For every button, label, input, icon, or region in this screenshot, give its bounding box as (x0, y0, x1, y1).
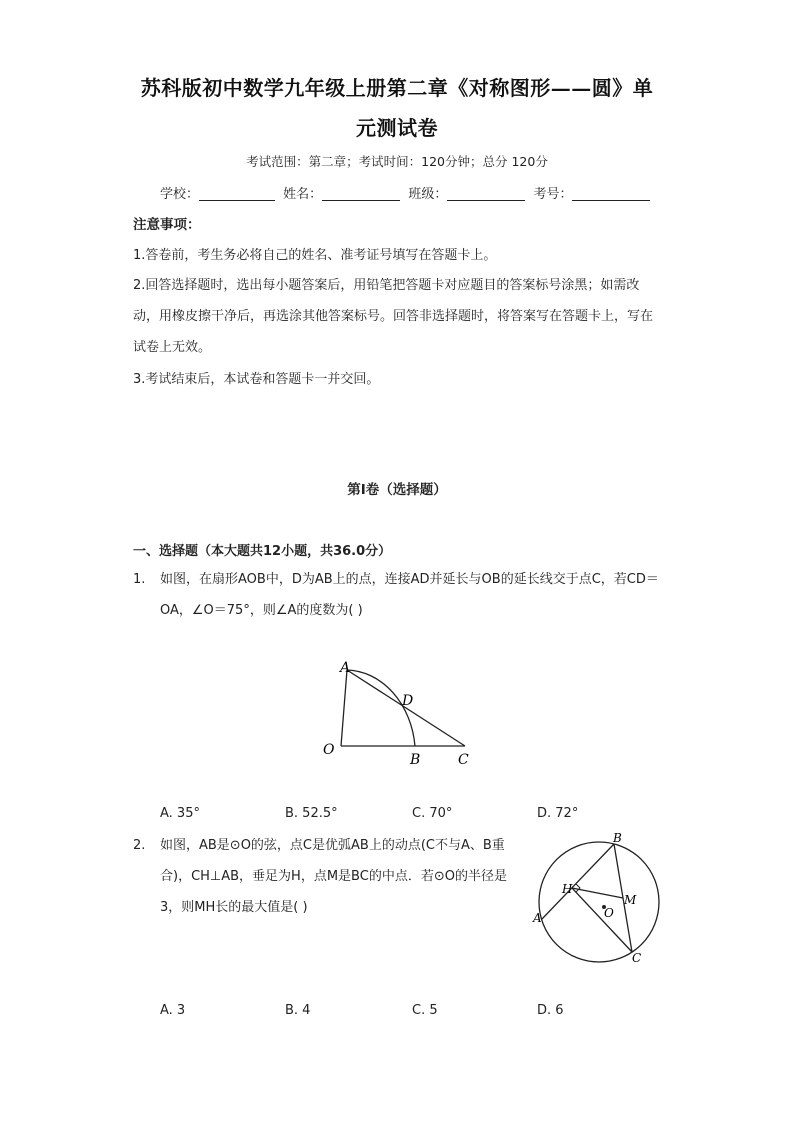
label-o2: O (604, 906, 614, 920)
choice-b[interactable]: B. 4 (285, 1003, 311, 1018)
choice-b[interactable]: B. 52.5° (285, 806, 338, 821)
name-blank[interactable] (322, 186, 400, 201)
choice-a[interactable]: A. 35° (160, 806, 200, 821)
exam-no-label: 考号： (533, 187, 573, 202)
label-c: C (458, 752, 469, 768)
notice-item-3: 3.考试结束后，本试卷和答题卡一并交回。 (133, 372, 380, 387)
school-label: 学校： (160, 187, 200, 202)
class-blank[interactable] (447, 186, 525, 201)
label-o: O (323, 742, 335, 758)
label-d: D (402, 693, 414, 709)
section-title: 第Ⅰ卷（选择题） (347, 482, 447, 498)
exam-title-line1: 苏科版初中数学九年级上册第二章《对称图形——圆》单 (140, 76, 654, 100)
part-title: 一、选择题（本大题共12小题，共36.0分） (133, 544, 392, 559)
notice-item-1: 1.答卷前，考生务必将自己的姓名、准考证号填写在答题卡上。 (133, 248, 497, 263)
label-c2: C (632, 951, 642, 965)
label-a2: A (533, 911, 542, 925)
label-a: A (340, 660, 351, 676)
question-1-text: 如图，在扇形AOB中，D为AB上的点，连接AD并延长与OB的延长线交于点C，若CD＝OA，∠O＝75°，则∠A的度数为( ) (160, 572, 659, 618)
question-2-figure (525, 830, 670, 970)
question-2-text: 如图，AB是⊙O的弦，点C是优弧AB上的动点(C不与A、B重合)，CH⊥AB，垂足为H，点M是BC的中点．若⊙O的半径是3，则MH长的最大值是( ) (160, 838, 507, 915)
segment-oa (341, 670, 347, 746)
exam-no-blank[interactable] (572, 186, 650, 201)
student-info-row (160, 183, 654, 202)
question-2-number: 2. (133, 838, 146, 853)
choice-d[interactable]: D. 72° (537, 806, 579, 821)
class-label: 班级： (408, 187, 448, 202)
school-blank[interactable] (199, 186, 275, 201)
right-angle-mark (576, 884, 580, 892)
label-b2: B (613, 831, 622, 845)
name-label: 姓名： (283, 187, 323, 202)
label-m: M (624, 893, 637, 907)
choice-d[interactable]: D. 6 (537, 1003, 564, 1018)
question-1-number: 1. (133, 572, 146, 587)
choice-c[interactable]: C. 70° (412, 806, 453, 821)
label-b: B (410, 752, 421, 768)
notice-heading: 注意事项： (133, 217, 201, 233)
exam-subtitle: 考试范围：第二章；考试时间：120分钟；总分 120分 (246, 154, 548, 169)
choice-c[interactable]: C. 5 (412, 1003, 438, 1018)
question-1-figure (310, 650, 490, 780)
notice-item-2: 2.回答选择题时，选出每小题答案后，用铅笔把答题卡对应题目的答案标号涂黑；如需改动，用橡皮擦干净后，再选涂其他答案标号。回答非选择题时，将答案写在答题卡上，写在试卷上无效。 (133, 278, 654, 355)
exam-title-line2: 元测试卷 (356, 116, 438, 140)
label-h: H (562, 882, 573, 896)
choice-a[interactable]: A. 3 (160, 1003, 186, 1018)
